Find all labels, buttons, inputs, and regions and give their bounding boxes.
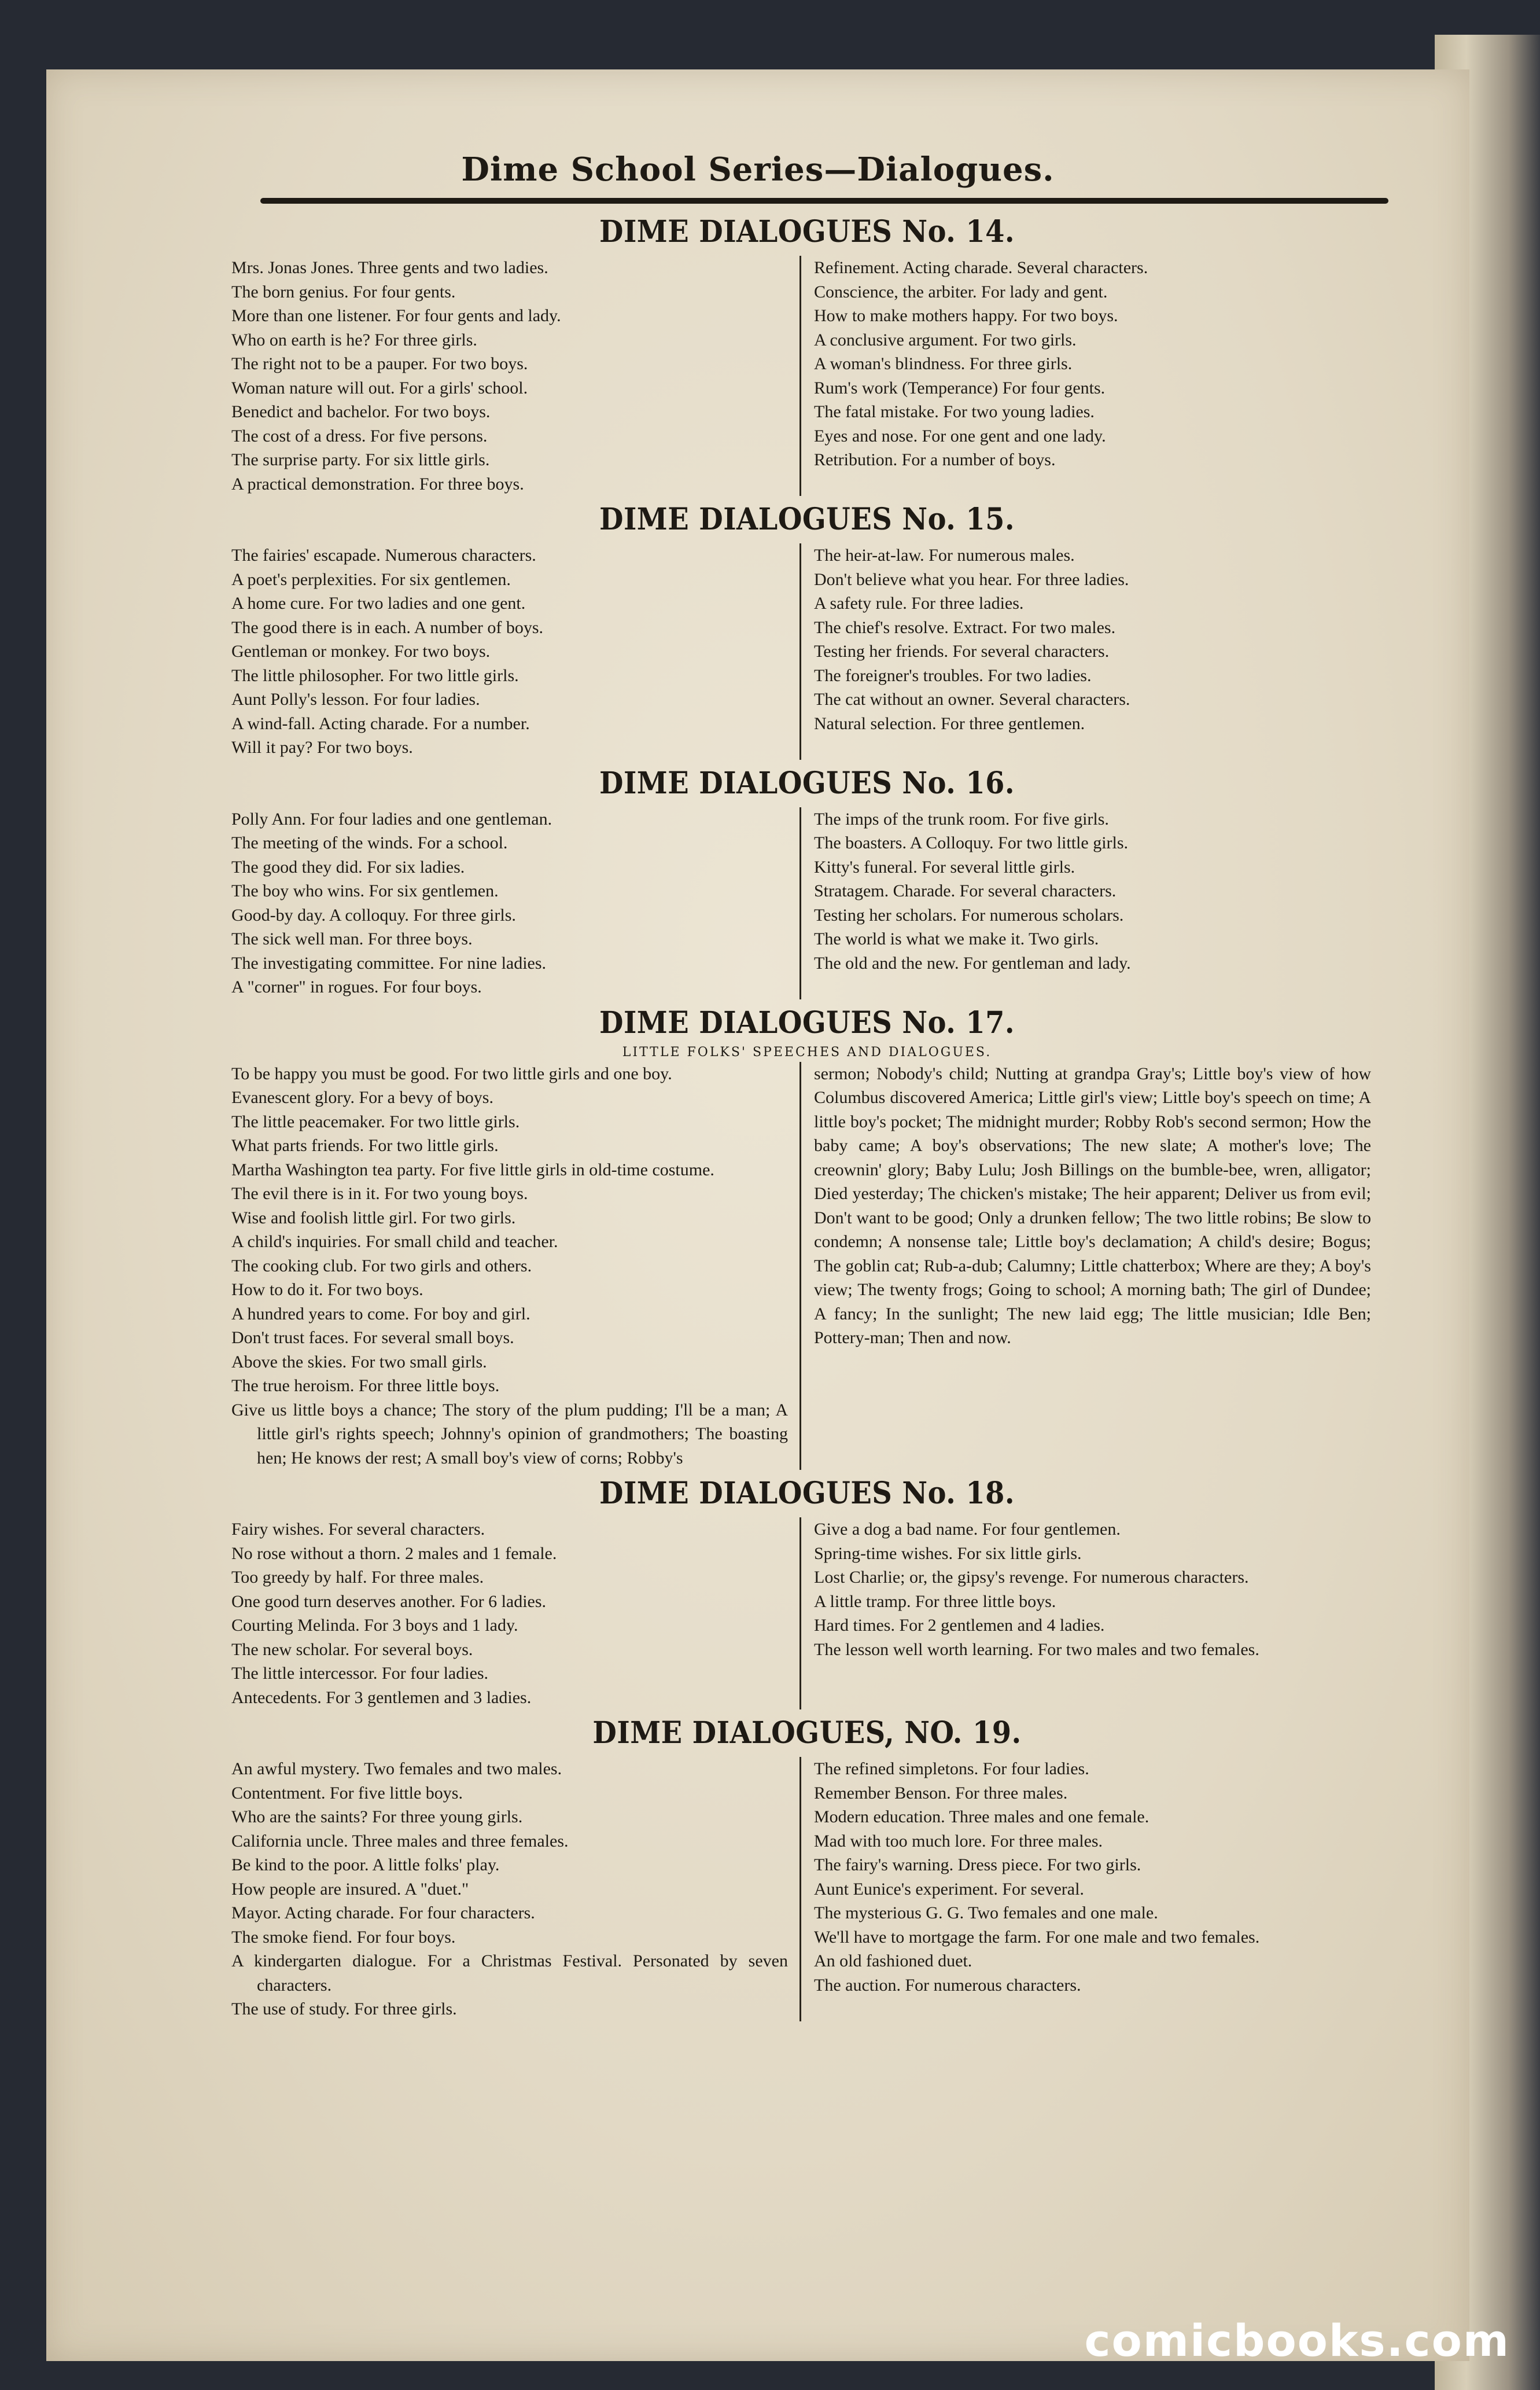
list-item: The cost of a dress. For five persons. — [231, 426, 488, 446]
section-dialogues-16 — [231, 760, 1383, 999]
running-head: Dime School Series—Dialogues. — [461, 150, 1055, 189]
list-item: How people are insured. A "duet." — [231, 1879, 469, 1899]
left-column — [231, 1757, 801, 2021]
right-column — [801, 543, 1371, 760]
list-item: Eyes and nose. For one gent and one lady. — [814, 426, 1106, 446]
section-title: DIME DIALOGUES, NO. 19. — [592, 1715, 1022, 1751]
list-item: Courting Melinda. For 3 boys and 1 lady. — [231, 1616, 518, 1635]
list-item: Mayor. Acting charade. For four characters. — [231, 1903, 535, 1922]
list-item: A hundred years to come. For boy and girl. — [231, 1304, 530, 1323]
right-column — [801, 1757, 1371, 2021]
section-columns — [231, 1517, 1383, 1709]
list-item: Give us little boys a chance; The story of the plum pudding; I'll be a man; A little girl's rights speech; Johnny's opinion of grandmothers; The boasting hen; He knows der rest; A small boy's view of corns; Robby's — [231, 1400, 788, 1468]
list-item: Who are the saints? For three young girls. — [231, 1807, 523, 1826]
section-title: DIME DIALOGUES No. 17. — [599, 1005, 1015, 1040]
list-item: Kitty's funeral. For several little girls. — [814, 857, 1075, 877]
section-title: DIME DIALOGUES No. 15. — [599, 502, 1015, 537]
list-item: The imps of the trunk room. For five girls. — [814, 809, 1109, 829]
list-item: How to do it. For two boys. — [231, 1280, 423, 1299]
list-item: The fatal mistake. For two young ladies. — [814, 402, 1095, 421]
section-columns — [231, 256, 1383, 496]
list-item: A home cure. For two ladies and one gent. — [231, 594, 526, 613]
list-item: Will it pay? For two boys. — [231, 738, 413, 757]
section-subtitle: LITTLE FOLKS' SPEECHES AND DIALOGUES. — [622, 1045, 992, 1060]
list-item: Lost Charlie; or, the gipsy's revenge. For numerous characters. — [814, 1568, 1249, 1587]
list-item: The mysterious G. G. Two females and one male. — [814, 1903, 1158, 1922]
section-dialogues-18 — [231, 1470, 1383, 1709]
list-item: Gentleman or monkey. For two boys. — [231, 642, 491, 661]
section-columns — [231, 1062, 1383, 1470]
section-columns — [231, 1757, 1383, 2021]
list-item: The true heroism. For three little boys. — [231, 1376, 500, 1395]
list-item: Spring-time wishes. For six little girls. — [814, 1543, 1082, 1563]
list-item: Wise and foolish little girl. For two girls. — [231, 1208, 516, 1227]
list-item: Testing her friends. For several characters. — [814, 642, 1110, 661]
list-item: Don't trust faces. For several small boys. — [231, 1328, 514, 1347]
list-item: The good they did. For six ladies. — [231, 857, 465, 877]
list-item: The meeting of the winds. For a school. — [231, 833, 508, 852]
list-item: A little tramp. For three little boys. — [814, 1591, 1056, 1611]
section-dialogues-14 — [231, 208, 1383, 496]
list-item: Mrs. Jonas Jones. Three gents and two ladies. — [231, 258, 548, 277]
list-item: A "corner" in rogues. For four boys. — [231, 977, 482, 997]
list-item: A conclusive argument. For two girls. — [814, 330, 1077, 350]
list-item: How to make mothers happy. For two boys. — [814, 306, 1118, 325]
section-dialogues-19 — [231, 1709, 1383, 2021]
list-item: Mad with too much lore. For three males. — [814, 1831, 1103, 1851]
list-item: The refined simpletons. For four ladies. — [814, 1759, 1089, 1778]
list-item: One good turn deserves another. For 6 ladies. — [231, 1591, 547, 1611]
left-column — [231, 807, 801, 999]
list-item: Benedict and bachelor. For two boys. — [231, 402, 491, 421]
list-item: Stratagem. Charade. For several characters. — [814, 881, 1117, 900]
list-item: The born genius. For four gents. — [231, 282, 456, 301]
list-item: Evanescent glory. For a bevy of boys. — [231, 1088, 493, 1107]
list-item: The boy who wins. For six gentlemen. — [231, 881, 499, 900]
section-columns — [231, 543, 1383, 760]
section-columns — [231, 807, 1383, 999]
list-item: The sick well man. For three boys. — [231, 929, 473, 948]
list-item: A child's inquiries. For small child and teacher. — [231, 1232, 558, 1251]
list-item: The smoke fiend. For four boys. — [231, 1927, 456, 1947]
list-item: The boasters. A Colloquy. For two little girls. — [814, 833, 1129, 852]
dialogues-list — [231, 208, 1383, 2021]
speech-list-paragraph: sermon; Nobody's child; Nutting at grandpa Gray's; Little boy's view of how Columbus discovered America; Little girl's view; Little boy's speech on time; A little boy's pocket; The midnight murder; Robby Rob's second sermon; How the baby came; A boy's observations; The new slate; A mother's love; The creownin' glory; Baby Lulu; Josh Billings on the bumble-bee, wren, alligator; Died yesterday; The chicken's mistake; The heir apparent; Deliver us from evil; Don't want to be good; Only a drunken fellow; The two little robins; Be slow to condemn; A nonsense tale; Little boy's declamation; A child's desire; Bogus; The goblin cat; Rub-a-dub; Calumny; Little chatterbox; Where are they; A boy's view; The twenty frogs; Going to school; A morning bath; The girl of Dundee; A fancy; In the sunlight; The new laid egg; The little musician; Idle Ben; Pottery-man; Then and now. — [814, 1064, 1371, 1347]
list-item: Don't believe what you hear. For three ladies. — [814, 569, 1129, 589]
list-item: Hard times. For 2 gentlemen and 4 ladies. — [814, 1616, 1105, 1635]
list-item: Antecedents. For 3 gentlemen and 3 ladies. — [231, 1687, 532, 1707]
list-item: Natural selection. For three gentlemen. — [814, 714, 1085, 733]
left-column — [231, 256, 801, 496]
list-item: The heir-at-law. For numerous males. — [814, 546, 1075, 565]
right-column — [801, 807, 1371, 999]
catalog-page — [46, 69, 1469, 2361]
list-item: Testing her scholars. For numerous scholars. — [814, 905, 1124, 925]
list-item: Modern education. Three males and one female. — [814, 1807, 1150, 1826]
list-item: The new scholar. For several boys. — [231, 1639, 473, 1659]
list-item: Good-by day. A colloquy. For three girls. — [231, 905, 516, 925]
left-column — [231, 1517, 801, 1709]
right-column — [801, 256, 1371, 496]
list-item: The foreigner's troubles. For two ladies. — [814, 665, 1092, 685]
list-item: To be happy you must be good. For two little girls and one boy. — [231, 1064, 672, 1083]
right-column — [801, 1062, 1371, 1470]
list-item: No rose without a thorn. 2 males and 1 female. — [231, 1543, 557, 1563]
list-item: The little intercessor. For four ladies. — [231, 1664, 489, 1683]
list-item: A woman's blindness. For three girls. — [814, 354, 1073, 373]
list-item: Contentment. For five little boys. — [231, 1783, 463, 1803]
site-watermark: comicbooks.com — [1084, 2315, 1510, 2366]
list-item: The auction. For numerous characters. — [814, 1975, 1081, 1995]
list-item: What parts friends. For two little girls. — [231, 1136, 499, 1155]
list-item: The use of study. For three girls. — [231, 1999, 457, 2018]
list-item: A safety rule. For three ladies. — [814, 594, 1024, 613]
list-item: An old fashioned duet. — [814, 1951, 972, 1970]
head-rule — [260, 198, 1388, 204]
list-item: The good there is in each. A number of boys. — [231, 617, 544, 637]
list-item: Be kind to the poor. A little folks' play. — [231, 1855, 500, 1874]
list-item: Who on earth is he? For three girls. — [231, 330, 477, 350]
section-dialogues-17 — [231, 999, 1383, 1470]
list-item: A kindergarten dialogue. For a Christmas Festival. Personated by seven characters. — [231, 1951, 788, 1995]
list-item: The chief's resolve. Extract. For two males. — [814, 617, 1116, 637]
list-item: The little philosopher. For two little girls. — [231, 665, 519, 685]
list-item: California uncle. Three males and three females. — [231, 1831, 569, 1851]
section-title: DIME DIALOGUES No. 14. — [599, 214, 1015, 249]
list-item: Give a dog a bad name. For four gentlemen. — [814, 1520, 1121, 1539]
list-item: The cat without an owner. Several characters. — [814, 690, 1130, 709]
list-item: Retribution. For a number of boys. — [814, 450, 1056, 469]
list-item: The cooking club. For two girls and others. — [231, 1256, 532, 1275]
section-dialogues-15 — [231, 496, 1383, 760]
list-item: A wind-fall. Acting charade. For a number. — [231, 714, 530, 733]
list-item: Too greedy by half. For three males. — [231, 1568, 484, 1587]
list-item: We'll have to mortgage the farm. For one male and two females. — [814, 1927, 1260, 1947]
section-title: DIME DIALOGUES No. 18. — [599, 1476, 1015, 1511]
list-item: Rum's work (Temperance) For four gents. — [814, 378, 1106, 398]
list-item: Conscience, the arbiter. For lady and gent. — [814, 282, 1108, 301]
left-column — [231, 543, 801, 760]
list-item: Fairy wishes. For several characters. — [231, 1520, 485, 1539]
list-item: The fairies' escapade. Numerous characters. — [231, 546, 536, 565]
list-item: The surprise party. For six little girls. — [231, 450, 490, 469]
list-item: A practical demonstration. For three boys. — [231, 474, 524, 494]
list-item: Martha Washington tea party. For five little girls in old-time costume. — [231, 1160, 714, 1179]
list-item: The evil there is in it. For two young boys. — [231, 1184, 528, 1203]
list-item: Woman nature will out. For a girls' school. — [231, 378, 528, 398]
list-item: Remember Benson. For three males. — [814, 1783, 1068, 1803]
list-item: The old and the new. For gentleman and lady. — [814, 953, 1131, 973]
list-item: An awful mystery. Two females and two males. — [231, 1759, 562, 1778]
list-item: The investigating committee. For nine ladies. — [231, 953, 547, 973]
list-item: The right not to be a pauper. For two boys. — [231, 354, 528, 373]
list-item: The world is what we make it. Two girls. — [814, 929, 1099, 948]
list-item: Above the skies. For two small girls. — [231, 1352, 487, 1372]
left-column — [231, 1062, 801, 1470]
list-item: The fairy's warning. Dress piece. For two girls. — [814, 1855, 1141, 1874]
list-item: Aunt Polly's lesson. For four ladies. — [231, 690, 480, 709]
list-item: Polly Ann. For four ladies and one gentleman. — [231, 809, 552, 829]
list-item: The little peacemaker. For two little girls. — [231, 1112, 520, 1131]
list-item: A poet's perplexities. For six gentlemen. — [231, 569, 511, 589]
list-item: More than one listener. For four gents and lady. — [231, 306, 561, 325]
list-item: Refinement. Acting charade. Several characters. — [814, 258, 1148, 277]
section-title: DIME DIALOGUES No. 16. — [599, 765, 1015, 801]
list-item: Aunt Eunice's experiment. For several. — [814, 1879, 1084, 1899]
list-item: The lesson well worth learning. For two males and two females. — [814, 1639, 1259, 1659]
right-column — [801, 1517, 1371, 1709]
